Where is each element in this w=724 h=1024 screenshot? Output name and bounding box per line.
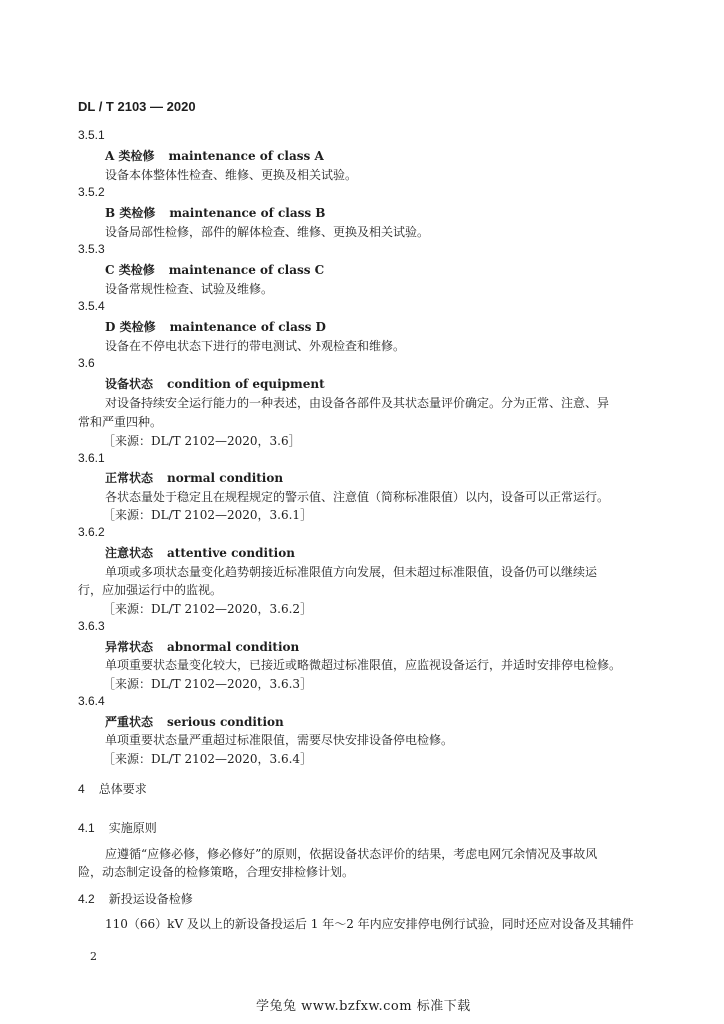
section-number: 4.1 xyxy=(78,821,95,835)
clause-number: 3.6 xyxy=(78,356,95,370)
paragraph-text: 110（66）kV 及以上的新设备投运后 1 年～2 年内应安排停电例行试验，同时还应对设备及其辅件 xyxy=(105,917,634,931)
term-title xyxy=(105,469,283,486)
paragraph-text-cont: 险，动态制定设备的检修策略，合理安排检修计划。 xyxy=(78,865,355,879)
term-title xyxy=(105,713,284,730)
clause-number: 3.5.1 xyxy=(78,128,105,142)
definition-text: 设备常规性检查、试验及维修。 xyxy=(105,282,274,296)
term-en: condition of equipment xyxy=(167,377,325,391)
section-title: 实施原则 xyxy=(108,821,157,835)
term-title xyxy=(105,638,299,655)
definition-text: 设备局部性检修，部件的解体检查、维修、更换及相关试验。 xyxy=(105,225,430,239)
term-zh: 设备状态 xyxy=(105,377,154,391)
source-note: ［来源：DL/T 2102—2020，3.6.2］ xyxy=(103,602,313,616)
definition-text: 设备在不停电状态下进行的带电测试、外观检查和维修。 xyxy=(105,339,406,353)
definition-text: 单项或多项状态量变化趋势朝接近标准限值方向发展，但未超过标准限值，设备仍可以继续运 xyxy=(105,565,598,579)
page-number: 2 xyxy=(90,950,97,963)
clause-number: 3.6.2 xyxy=(78,525,105,539)
term-zh: A 类检修 xyxy=(105,149,155,163)
source-note: ［来源：DL/T 2102—2020，3.6］ xyxy=(103,434,301,448)
term-title xyxy=(105,544,295,561)
definition-text-cont: 常和严重四种。 xyxy=(78,415,163,429)
source-note: ［来源：DL/T 2102—2020，3.6.1］ xyxy=(103,508,313,522)
definition-text: 单项重要状态量严重超过标准限值，需要尽快安排设备停电检修。 xyxy=(105,733,454,747)
term-title xyxy=(105,318,326,335)
section-number: 4 xyxy=(78,782,85,796)
source-note: ［来源：DL/T 2102—2020，3.6.4］ xyxy=(103,752,313,766)
section-number: 4.2 xyxy=(78,892,95,906)
term-en: maintenance of class B xyxy=(169,206,326,220)
term-zh: 严重状态 xyxy=(105,715,154,729)
term-en: maintenance of class C xyxy=(168,263,325,277)
section-title: 总体要求 xyxy=(98,782,147,796)
paragraph-text: 应遵循“应修必修，修必修好”的原则，依据设备状态评价的结果，考虑电网冗余情况及事故风 xyxy=(105,847,598,861)
section-title: 新投运设备检修 xyxy=(108,892,193,906)
watermark-footer: 学兔兔 www.bzfxw.com 标准下载 xyxy=(256,999,471,1014)
term-title xyxy=(105,204,325,221)
standard-number-header: DL / T 2103 — 2020 xyxy=(78,99,196,114)
term-zh: 正常状态 xyxy=(105,471,154,485)
clause-number: 3.6.4 xyxy=(78,694,105,708)
section-heading-4 xyxy=(78,780,147,797)
definition-text: 单项重要状态量变化较大，已接近或略微超过标准限值，应监视设备运行，并适时安排停电检修。 xyxy=(105,658,622,672)
clause-number: 3.5.4 xyxy=(78,299,105,313)
definition-text-cont: 行，应加强运行中的监视。 xyxy=(78,583,223,597)
term-title xyxy=(105,375,325,392)
term-zh: C 类检修 xyxy=(105,263,155,277)
section-heading-4-1 xyxy=(78,819,157,836)
definition-text: 对设备持续安全运行能力的一种表述，由设备各部件及其状态量评价确定。分为正常、注意、异 xyxy=(105,396,610,410)
term-zh: 注意状态 xyxy=(105,546,154,560)
section-heading-4-2 xyxy=(78,890,193,907)
term-en: maintenance of class A xyxy=(168,149,324,163)
term-title xyxy=(105,147,324,164)
definition-text: 设备本体整体性检查、维修、更换及相关试验。 xyxy=(105,168,358,182)
clause-number: 3.5.2 xyxy=(78,185,105,199)
term-en: maintenance of class D xyxy=(169,320,326,334)
clause-number: 3.6.3 xyxy=(78,619,105,633)
term-zh: B 类检修 xyxy=(105,206,156,220)
term-title xyxy=(105,261,324,278)
term-en: abnormal condition xyxy=(167,640,300,654)
term-en: serious condition xyxy=(167,715,284,729)
definition-text: 各状态量处于稳定且在规程规定的警示值、注意值（简称标准限值）以内，设备可以正常运行。 xyxy=(105,490,610,504)
term-en: normal condition xyxy=(167,471,284,485)
term-zh: 异常状态 xyxy=(105,640,154,654)
term-zh: D 类检修 xyxy=(105,320,156,334)
clause-number: 3.6.1 xyxy=(78,451,105,465)
term-en: attentive condition xyxy=(167,546,295,560)
clause-number: 3.5.3 xyxy=(78,242,105,256)
source-note: ［来源：DL/T 2102—2020，3.6.3］ xyxy=(103,677,313,691)
